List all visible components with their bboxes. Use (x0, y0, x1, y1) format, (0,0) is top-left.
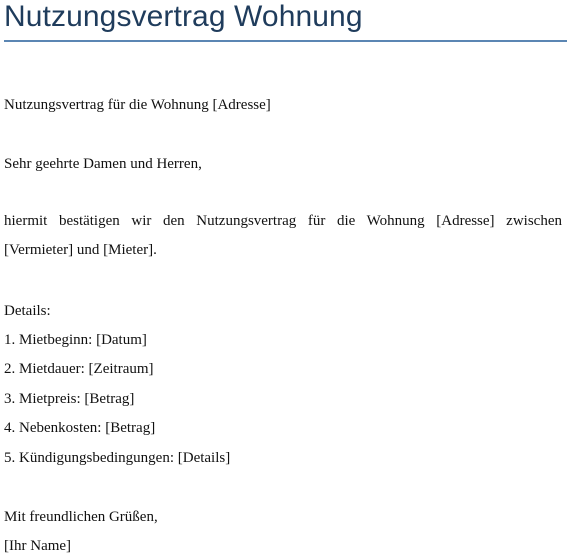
subject-line: Nutzungsvertrag für die Wohnung [Adresse] (4, 97, 271, 113)
details-item-rent: 3. Mietpreis: [Betrag] (4, 391, 135, 407)
details-item-termination: 5. Kündigungsbedingungen: [Details] (4, 450, 231, 466)
details-item-utilities: 4. Nebenkosten: [Betrag] (4, 420, 156, 436)
details-item-start: 1. Mietbeginn: [Datum] (4, 332, 147, 348)
details-item-duration: 2. Mietdauer: [Zeitraum] (4, 361, 154, 377)
body-paragraph: hiermit bestätigen wir den Nutzungsvertrag für die Wohnung [Adresse] zwischen [Vermieter] und [Mieter]. (4, 213, 562, 258)
document-title: Nutzungsvertrag Wohnung (4, 0, 363, 33)
closing: Mit freundlichen Grüßen, (4, 509, 158, 525)
details-heading: Details: (4, 303, 51, 319)
salutation: Sehr geehrte Damen und Herren, (4, 156, 202, 172)
title-underline (4, 40, 567, 42)
signature: [Ihr Name] (4, 538, 72, 554)
